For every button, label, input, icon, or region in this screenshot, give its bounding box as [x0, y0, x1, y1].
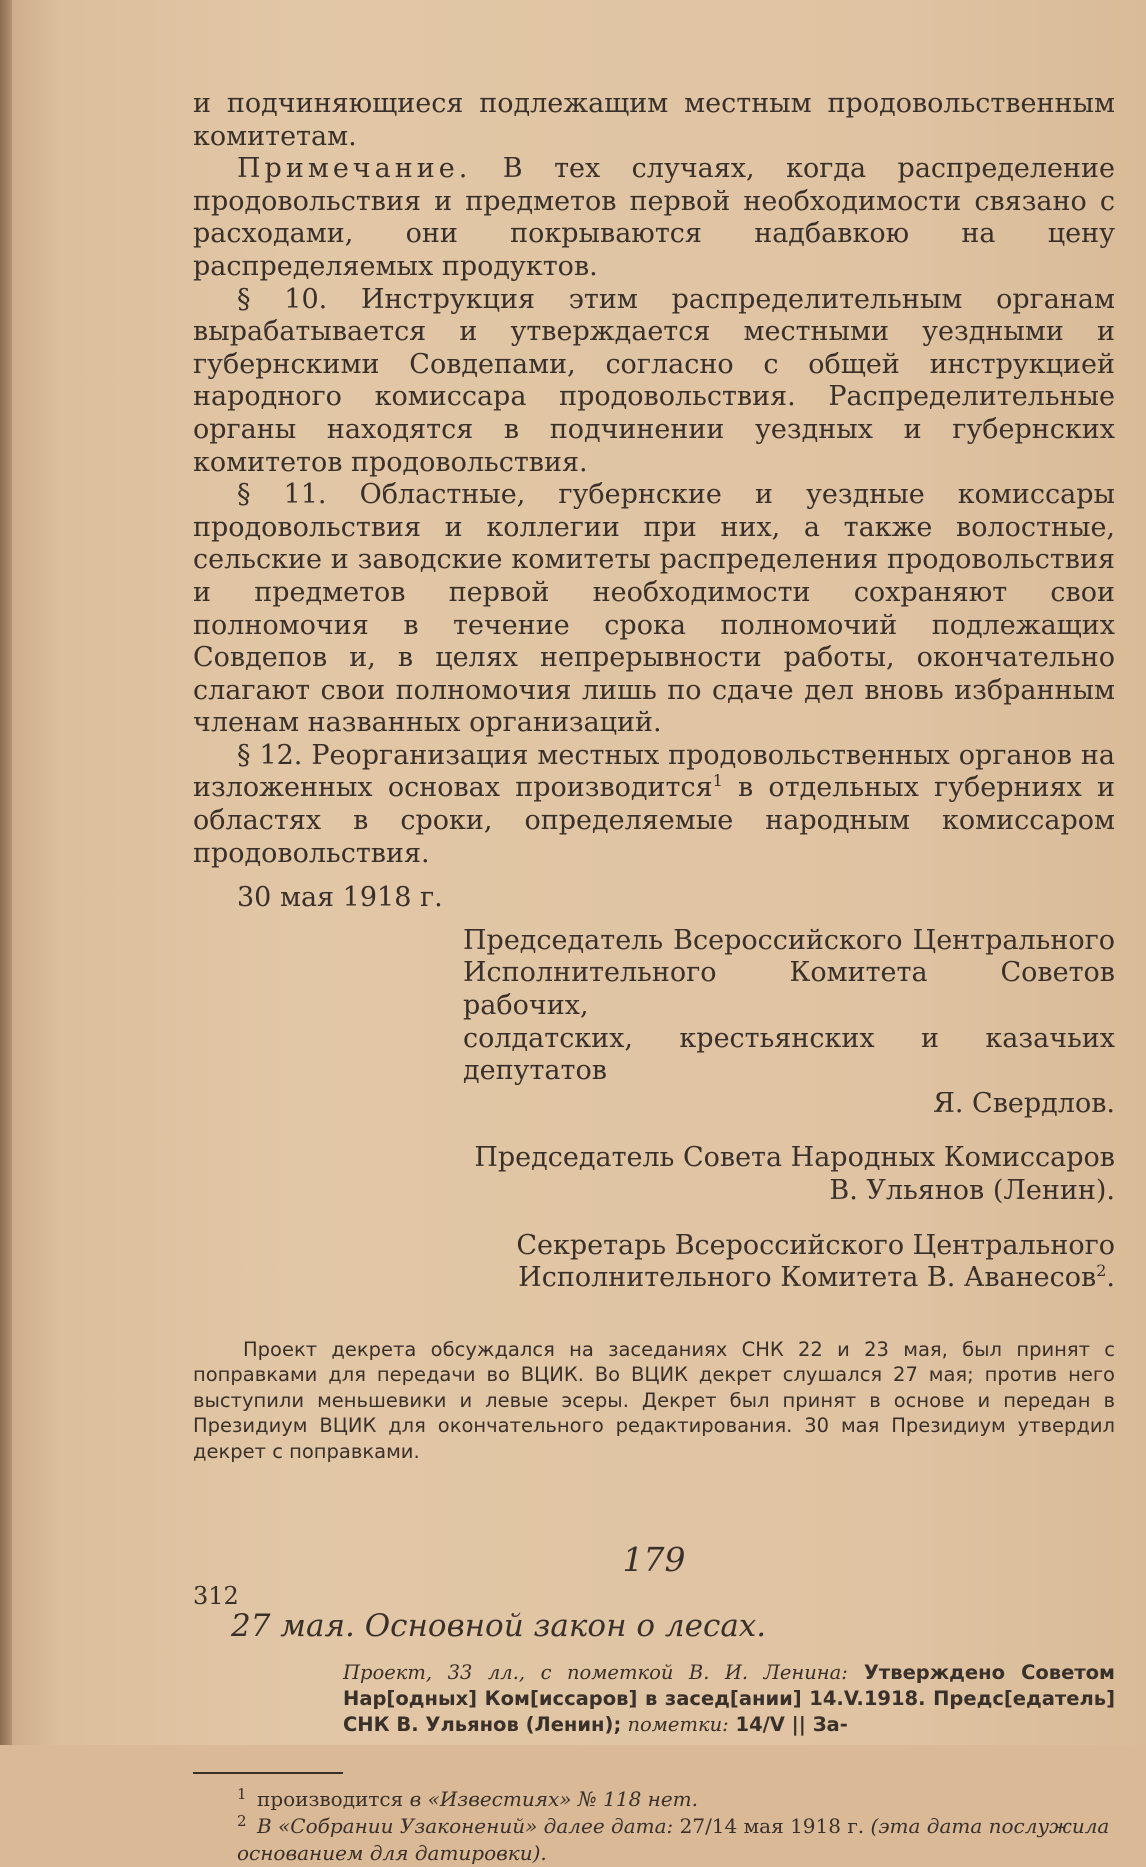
footnote-2-italic-2: (эта дата послужила основанием для датировки).: [237, 1814, 1110, 1866]
page-content: [193, 88, 1115, 1867]
signature-line: Председатель Совета Народных Комиссаров: [474, 1142, 1115, 1174]
signature-block-avanesov: [193, 1230, 1115, 1295]
footnote-divider: [193, 1772, 343, 1774]
signature-block-lenin: [193, 1142, 1115, 1207]
signature-line: Секретарь Всероссийского Центрального: [516, 1229, 1115, 1261]
source-italic-2: пометки:: [621, 1713, 729, 1737]
footnote-1-italic: в «Известиях» № 118 нет.: [409, 1787, 698, 1812]
footnote-1: 1 производится в «Известиях» № 118 нет.: [237, 1784, 698, 1812]
document-title: 27 мая. Основной закон о лесах.: [231, 1608, 767, 1645]
signature-block-sverdlov: [193, 925, 1115, 1121]
signature-period: .: [1106, 1262, 1115, 1294]
footnote-2-italic-1: В «Собрании Узаконений» далее дата:: [257, 1814, 674, 1839]
source-italic-1: Проект, 33 лл., с пометкой В. И. Ленина:: [343, 1661, 848, 1685]
note-label: Примечание.: [237, 153, 472, 185]
source-end: 14/V || За-: [728, 1713, 848, 1737]
page-spine-shadow: [0, 0, 12, 1745]
paragraph-note: [193, 153, 1115, 283]
paragraph-section-11: § 11. Областные, губернские и уездные комиссары продовольствия и коллегии при них, а также волостные, сельские и заводские комитеты распределения продовольствия и предметов первой необходимости сохраняют свои полномочия в течение срока полномочий подлежащих Совдепов и, в целях непрерывности работы, окончательно слагают свои полномочия лишь по сдаче дел вновь избранным членам названных организаций.: [193, 479, 1115, 739]
footnote-1-text: производится: [257, 1787, 410, 1812]
paragraph-section-12: [193, 740, 1115, 870]
footnote-2-text: 27/14 мая 1918 г.: [673, 1814, 871, 1839]
signature-line-with-name: [193, 1262, 1115, 1295]
signature-line: солдатских, крестьянских и казачьих депутатов: [463, 1022, 1115, 1087]
decree-date: 30 мая 1918 г.: [237, 882, 443, 914]
footnote-ref-1: 1: [712, 771, 723, 791]
section-12-text-b: в отдельных губерниях и областях в сроки, определяемые народным комиссаром продовольствия.: [193, 772, 1115, 869]
signature-line: Председатель Всероссийского Центрального: [463, 924, 1115, 956]
note-text: В тех случаях, когда распределение продовольствия и предметов первой необходимости связано с расходами, они покрываются надбавкою на цену распределяемых продуктов.: [193, 153, 1115, 282]
document-number: 179: [622, 1540, 686, 1580]
section-12-text-a: § 12. Реорганизация местных продовольственных органов на изложенных основах производится: [193, 739, 1115, 804]
signature-line: Исполнительного Комитета Советов рабочих,: [463, 957, 1115, 1022]
page-number: 312: [193, 1582, 239, 1610]
footnote-2: 2 В «Собрании Узаконений» далее дата: 27/14 мая 1918 г. (эта дата послужила основанием для датировки).: [237, 1811, 1110, 1866]
paragraph-section-10: § 10. Инструкция этим распределительным органам вырабатывается и утверждается местными уездными и губернскими Совдепами, согласно с общей инструкцией народного комиссара продовольствия. Распределительные органы находятся в подчинении уездных и губернских комитетов продовольствия.: [193, 283, 1115, 478]
document-source: [193, 1660, 1115, 1738]
signature-name: В. Ульянов (Ленин).: [829, 1175, 1115, 1206]
paragraph-continuation: и подчиняющиеся подлежащим местным продовольственным комитетам.: [193, 88, 1115, 152]
editorial-note: [193, 1337, 1115, 1465]
footnote-ref-2: 2: [1096, 1261, 1107, 1281]
source-bold-1: Утверждено Советом Нар[одных] Ком[иссаров] в засед[ании] 14.V.1918. Предс[едатель] СНК В. Ульянов (Ленин);: [343, 1661, 1115, 1737]
editorial-note-text: Проект декрета обсуждался на заседаниях СНК 22 и 23 мая, был принят с поправками для передачи во ВЦИК. Во ВЦИК декрет слушался 27 мая; против него выступили меньшевики и левые эсеры. Декрет был принят в основе и передан в Президиум ВЦИК для окончательного редактирования. 30 мая Президиум утвердил декрет с поправками.: [193, 1337, 1115, 1463]
signature-name: Я. Свердлов.: [933, 1087, 1115, 1119]
signature-name: Исполнительного Комитета В. Аванесов: [518, 1262, 1097, 1294]
